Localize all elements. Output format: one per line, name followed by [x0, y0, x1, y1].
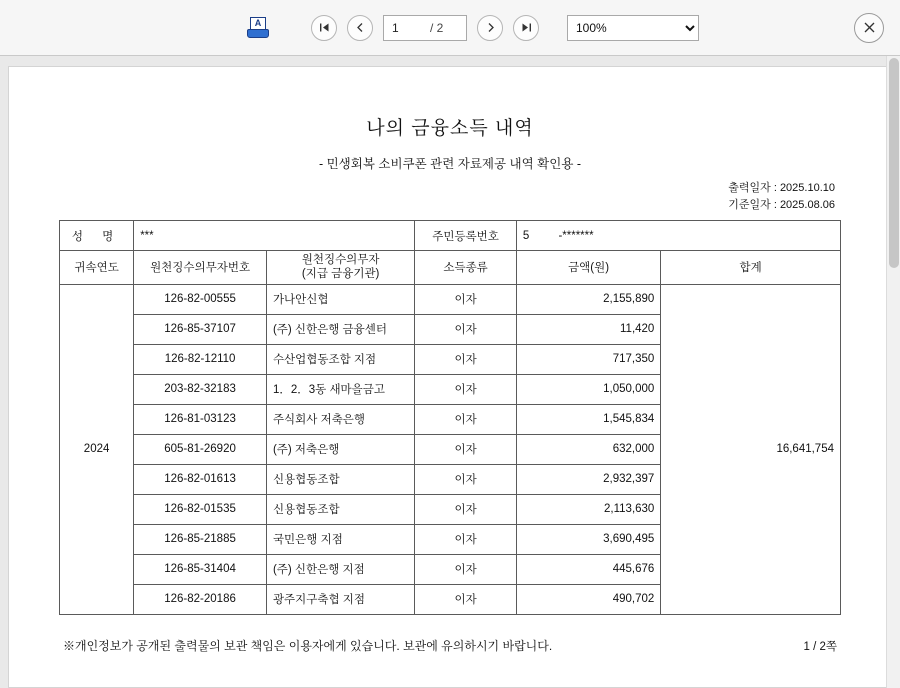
cell-payer-no: 605-81-26920 [134, 434, 267, 464]
col-amount: 금액(원) [516, 251, 660, 285]
cell-payer-name: 신용협동조합 [266, 494, 414, 524]
col-year: 귀속연도 [60, 251, 134, 285]
cell-amount: 2,113,630 [516, 494, 660, 524]
viewer-toolbar [0, 0, 900, 56]
cell-payer-name: (주) 신한은행 금융센터 [266, 314, 414, 344]
page-number-box[interactable] [383, 15, 467, 41]
page-number-input[interactable] [390, 20, 424, 36]
cell-payer-name: 광주지구축협 지점 [266, 584, 414, 614]
cell-year: 2024 [60, 284, 134, 614]
cell-income-type: 이자 [415, 404, 517, 434]
income-table [59, 220, 841, 615]
rrn-prefix: 5 [522, 229, 530, 242]
cell-amount: 445,676 [516, 554, 660, 584]
table-header-row [60, 251, 841, 285]
col-income-type: 소득종류 [415, 251, 517, 285]
cell-payer-no: 203-82-32183 [134, 374, 267, 404]
zoom-select[interactable] [567, 15, 699, 41]
cell-amount: 717,350 [516, 344, 660, 374]
document-viewport [0, 56, 900, 688]
name-value-cell: *** [134, 221, 415, 251]
issue-date: 출력일자 : 2025.10.10 [728, 182, 835, 194]
cell-payer-no: 126-85-31404 [134, 554, 267, 584]
cell-payer-name: 국민은행 지점 [266, 524, 414, 554]
page-indicator: 1 / 2쪽 [803, 640, 837, 653]
cell-payer-no: 126-82-12110 [134, 344, 267, 374]
cell-payer-no: 126-81-03123 [134, 404, 267, 434]
name-label-cell: 성 명 [60, 221, 134, 251]
cell-income-type: 이자 [415, 464, 517, 494]
cell-income-type: 이자 [415, 344, 517, 374]
cell-payer-no: 126-82-00555 [134, 284, 267, 314]
cell-amount: 632,000 [516, 434, 660, 464]
base-date: 기준일자 : 2025.08.06 [728, 199, 835, 212]
print-button[interactable] [241, 12, 275, 44]
scrollbar-thumb[interactable] [889, 58, 899, 268]
page-footer [59, 637, 841, 654]
close-button[interactable] [854, 13, 884, 43]
col-payer-name-line2: (지급 금융기관) [301, 268, 380, 281]
table-row [60, 284, 841, 314]
cell-payer-name: 가나안신협 [266, 284, 414, 314]
cell-income-type: 이자 [415, 524, 517, 554]
cell-payer-name: (주) 신한은행 지점 [266, 554, 414, 584]
cell-payer-name: 주식회사 저축은행 [266, 404, 414, 434]
page-total-label: / 2 [430, 20, 444, 35]
page-subtitle: - 민생회복 소비쿠폰 관련 자료제공 내역 확인용 - [318, 157, 582, 171]
cell-payer-no: 126-82-01535 [134, 494, 267, 524]
cell-amount: 490,702 [516, 584, 660, 614]
cell-amount: 2,932,397 [516, 464, 660, 494]
document-meta [59, 180, 841, 214]
document-page [8, 66, 892, 688]
prev-page-button[interactable] [347, 15, 373, 41]
cell-income-type: 이자 [415, 314, 517, 344]
toolbar-controls [201, 12, 699, 44]
first-page-icon [319, 22, 330, 33]
printer-body-icon [247, 29, 269, 38]
cell-income-type: 이자 [415, 434, 517, 464]
cell-payer-no: 126-85-37107 [134, 314, 267, 344]
cell-amount: 2,155,890 [516, 284, 660, 314]
cell-amount: 3,690,495 [516, 524, 660, 554]
cell-amount: 1,545,834 [516, 404, 660, 434]
cell-amount: 1,050,000 [516, 374, 660, 404]
identity-row [60, 221, 841, 251]
rrn-value-cell [516, 221, 840, 251]
last-page-button[interactable] [513, 15, 539, 41]
col-payer-name-line1: 원천징수의무자 [301, 254, 380, 267]
cell-payer-name: (주) 저축은행 [266, 434, 414, 464]
cell-payer-name: 수산업협동조합 지점 [266, 344, 414, 374]
cell-income-type: 이자 [415, 284, 517, 314]
first-page-button[interactable] [311, 15, 337, 41]
privacy-note: ※개인정보가 공개된 출력물의 보관 책임은 이용자에게 있습니다. 보관에 유의하시기 바랍니다. [63, 638, 553, 653]
last-page-icon [521, 22, 532, 33]
chevron-left-icon [355, 22, 366, 33]
cell-payer-no: 126-85-21885 [134, 524, 267, 554]
close-icon [863, 21, 876, 34]
cell-total: 16,641,754 [661, 284, 841, 614]
cell-amount: 11,420 [516, 314, 660, 344]
next-page-button[interactable] [477, 15, 503, 41]
printer-icon: A [250, 17, 266, 30]
chevron-right-icon [485, 22, 496, 33]
cell-income-type: 이자 [415, 554, 517, 584]
cell-payer-no: 126-82-01613 [134, 464, 267, 494]
cell-income-type: 이자 [415, 584, 517, 614]
col-payer-name [266, 251, 414, 285]
cell-payer-name: 신용협동조합 [266, 464, 414, 494]
vertical-scrollbar[interactable] [886, 56, 900, 688]
col-payer-no: 원천징수의무자번호 [134, 251, 267, 285]
col-total: 합계 [661, 251, 841, 285]
rrn-masked: -******* [558, 229, 594, 242]
cell-income-type: 이자 [415, 374, 517, 404]
cell-payer-name: 1．2．3동 새마을금고 [266, 374, 414, 404]
rrn-label-cell: 주민등록번호 [415, 221, 517, 251]
page-title: 나의 금융소득 내역 [366, 118, 534, 139]
cell-income-type: 이자 [415, 494, 517, 524]
cell-payer-no: 126-82-20186 [134, 584, 267, 614]
